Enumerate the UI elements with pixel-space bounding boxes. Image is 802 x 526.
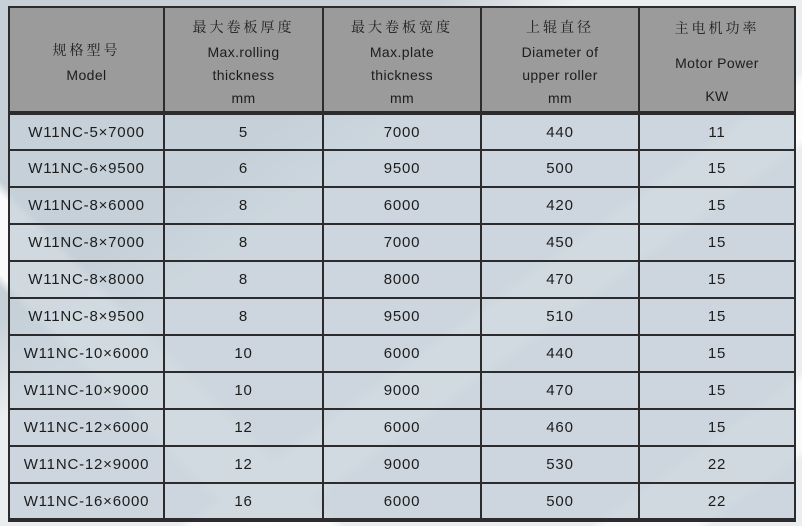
table-row <box>9 372 795 409</box>
column-header-line: thickness <box>212 66 275 83</box>
column-header-motor-power <box>639 7 795 113</box>
table-row <box>9 261 795 298</box>
value-cell: 6000 <box>323 335 481 372</box>
value-cell: 530 <box>481 446 639 483</box>
value-cell: 10 <box>164 335 323 372</box>
column-header-line: mm <box>231 89 256 106</box>
value-cell: 470 <box>481 261 639 298</box>
value-cell: 470 <box>481 372 639 409</box>
column-header-upper-roller-diameter <box>481 7 639 113</box>
table-row <box>9 150 795 187</box>
table-row <box>9 483 795 520</box>
table-row <box>9 335 795 372</box>
model-cell: W11NC-8×9500 <box>9 298 164 335</box>
value-cell: 12 <box>164 409 323 446</box>
value-cell: 22 <box>639 446 795 483</box>
table-row <box>9 446 795 483</box>
value-cell: 10 <box>164 372 323 409</box>
table-row <box>9 409 795 446</box>
value-cell: 440 <box>481 113 639 150</box>
value-cell: 15 <box>639 409 795 446</box>
value-cell: 15 <box>639 335 795 372</box>
value-cell: 7000 <box>323 113 481 150</box>
value-cell: 22 <box>639 483 795 520</box>
value-cell: 500 <box>481 483 639 520</box>
value-cell: 6000 <box>323 483 481 520</box>
spec-table <box>8 6 796 522</box>
model-cell: W11NC-6×9500 <box>9 150 164 187</box>
value-cell: 16 <box>164 483 323 520</box>
table-row <box>9 113 795 150</box>
column-header-line: 上辊直径 <box>526 18 594 35</box>
value-cell: 15 <box>639 298 795 335</box>
model-cell: W11NC-12×6000 <box>9 409 164 446</box>
value-cell: 500 <box>481 150 639 187</box>
column-header-line: Max.plate <box>369 43 435 60</box>
column-header-line: mm <box>389 89 415 106</box>
value-cell: 8 <box>164 261 323 298</box>
column-header-max-plate-width <box>323 7 481 113</box>
value-cell: 9000 <box>323 372 481 409</box>
value-cell: 8000 <box>323 261 481 298</box>
column-header-line: Diameter of <box>521 43 599 60</box>
column-header-line: KW <box>705 88 729 104</box>
value-cell: 15 <box>639 187 795 224</box>
column-header-model <box>9 7 164 113</box>
column-header-line: 规格型号 <box>52 41 121 58</box>
value-cell: 15 <box>639 372 795 409</box>
spec-table-body <box>9 113 795 520</box>
table-row <box>9 298 795 335</box>
column-header-line: upper roller <box>522 66 598 83</box>
value-cell: 8 <box>164 187 323 224</box>
table-row <box>9 224 795 261</box>
value-cell: 440 <box>481 335 639 372</box>
model-cell: W11NC-16×6000 <box>9 483 164 520</box>
header-row <box>9 7 795 113</box>
value-cell: 12 <box>164 446 323 483</box>
value-cell: 9500 <box>323 298 481 335</box>
model-cell: W11NC-8×7000 <box>9 224 164 261</box>
model-cell: W11NC-8×8000 <box>9 261 164 298</box>
column-header-line: 最大卷板厚度 <box>192 18 295 35</box>
spec-table-head <box>9 7 795 113</box>
column-header-line: 最大卷板宽度 <box>351 18 453 35</box>
value-cell: 11 <box>639 113 795 150</box>
column-header-max-rolling-thickness <box>164 7 323 113</box>
value-cell: 510 <box>481 298 639 335</box>
model-cell: W11NC-10×9000 <box>9 372 164 409</box>
table-row <box>9 187 795 224</box>
value-cell: 15 <box>639 150 795 187</box>
value-cell: 9500 <box>323 150 481 187</box>
value-cell: 8 <box>164 224 323 261</box>
model-cell: W11NC-10×6000 <box>9 335 164 372</box>
column-header-line: Motor Power <box>675 55 759 71</box>
column-header-line: Max.rolling <box>207 43 280 60</box>
value-cell: 8 <box>164 298 323 335</box>
value-cell: 9000 <box>323 446 481 483</box>
value-cell: 5 <box>164 113 323 150</box>
value-cell: 420 <box>481 187 639 224</box>
value-cell: 15 <box>639 224 795 261</box>
value-cell: 450 <box>481 224 639 261</box>
value-cell: 460 <box>481 409 639 446</box>
value-cell: 6000 <box>323 409 481 446</box>
value-cell: 7000 <box>323 224 481 261</box>
value-cell: 15 <box>639 261 795 298</box>
column-header-line: thickness <box>371 66 433 83</box>
model-cell: W11NC-8×6000 <box>9 187 164 224</box>
value-cell: 6 <box>164 150 323 187</box>
column-header-line: 主电机功率 <box>674 20 760 36</box>
column-header-line: mm <box>547 89 573 106</box>
value-cell: 6000 <box>323 187 481 224</box>
model-cell: W11NC-12×9000 <box>9 446 164 483</box>
model-cell: W11NC-5×7000 <box>9 113 164 150</box>
column-header-line: Model <box>66 66 107 83</box>
